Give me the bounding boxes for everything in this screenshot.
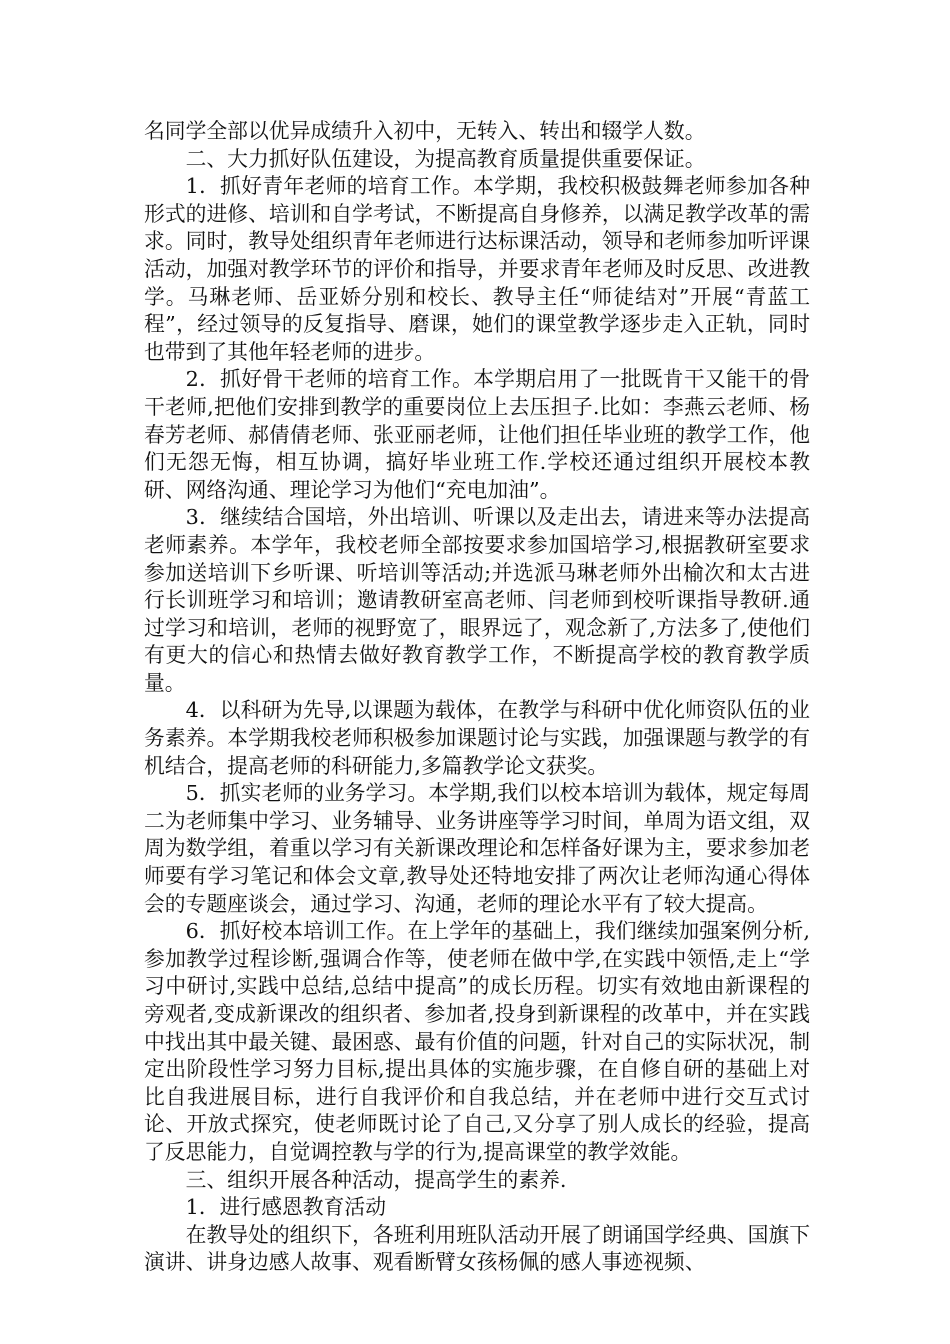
section-heading-2: 二、大力抓好队伍建设，为提高教育质量提供重要保证。 xyxy=(185,146,706,171)
paragraph-activities: 在教导处的组织下，各班利用班队活动开展了朗诵国学经典、国旗下演讲、讲身边感人故事、观看断臂女孩杨佩的感人事迹视频、 xyxy=(144,1222,810,1275)
document-body xyxy=(144,118,810,1277)
subheading-item-1: 1．进行感恩教育活动 xyxy=(185,1195,386,1220)
paragraph-continuation: 名同学全部以优异成绩升入初中，无转入、转出和辍学人数。 xyxy=(144,119,706,143)
paragraph-item-6: 6．抓好校本培训工作。在上学年的基础上，我们继续加强案例分析,参加教学过程诊断,强调合作等，使老师在做中学,在实践中领悟,走上“学习中研讨,实践中总结,总结中提高”的成长历程。切实有效地由新课程的旁观者,变成新课改的组织者、参加者,投身到新课程的改革中，并在实践中找出其中最关键、最困惑、最有价值的问题，针对自己的实际状况，制定出阶段性学习努力目标,提出具体的实施步骤，在自修自研的基础上对比自我进展目标，进行自我评价和自我总结，并在老师中进行交互式讨论、开放式探究，使老师既讨论了自己,又分享了别人成长的经验，提高了反思能力，自觉调控教与学的行为,提高课堂的教学效能。 xyxy=(144,919,810,1164)
paragraph-item-4: 4．以科研为先导,以课题为载体，在教学与科研中优化师资队伍的业务素养。本学期我校老师积极参加课题讨论与实践，加强课题与教学的有机结合，提高老师的科研能力,多篇教学论文获奖。 xyxy=(144,698,810,778)
paragraph-item-5: 5．抓实老师的业务学习。本学期,我们以校本培训为载体，规定每周二为老师集中学习、业务辅导、业务讲座等学习时间，单周为语文组，双周为数学组，着重以学习有关新课改理论和怎样备好课为主，要求参加老师要有学习笔记和体会文章,教导处还特地安排了两次让老师沟通心得体会的专题座谈会，通过学习、沟通，老师的理论水平有了较大提高。 xyxy=(144,781,810,916)
paragraph-item-2: 2．抓好骨干老师的培育工作。本学期启用了一批既肯干又能干的骨干老师,把他们安排到教学的重要岗位上去压担子.比如：李燕云老师、杨春芳老师、郝倩倩老师、张亚丽老师，让他们担任毕业班的教学工作，他们无怨无悔，相互协调，搞好毕业班工作.学校还通过组织开展校本教研、网络沟通、理论学习为他们“充电加油”。 xyxy=(144,367,810,502)
section-heading-3: 三、组织开展各种活动，提高学生的素养. xyxy=(185,1167,567,1192)
paragraph-item-3: 3．继续结合国培，外出培训、听课以及走出去，请进来等办法提高老师素养。本学年，我校老师全部按要求参加国培学习,根据教研室要求参加送培训下乡听课、听培训等活动;并选派马琳老师外出榆次和太古进行长训班学习和培训；邀请教研室高老师、闫老师到校听课指导教研.通过学习和培训，老师的视野宽了，眼界远了，观念新了,方法多了,使他们有更大的信心和热情去做好教育教学工作，不断提高学校的教育教学质量。 xyxy=(144,505,810,695)
paragraph-item-1: 1．抓好青年老师的培育工作。本学期，我校积极鼓舞老师参加各种形式的进修、培训和自学考试，不断提高自身修养，以满足教学改革的需求。同时，教导处组织青年老师进行达标课活动，领导和老师参加听评课活动，加强对教学环节的评价和指导，并要求青年老师及时反思、改进教学。马琳老师、岳亚娇分别和校长、教导主任“师徒结对”开展“青蓝工程”，经过领导的反复指导、磨课，她们的课堂教学逐步走入正轨，同时也带到了其他年轻老师的进步。 xyxy=(144,174,810,364)
